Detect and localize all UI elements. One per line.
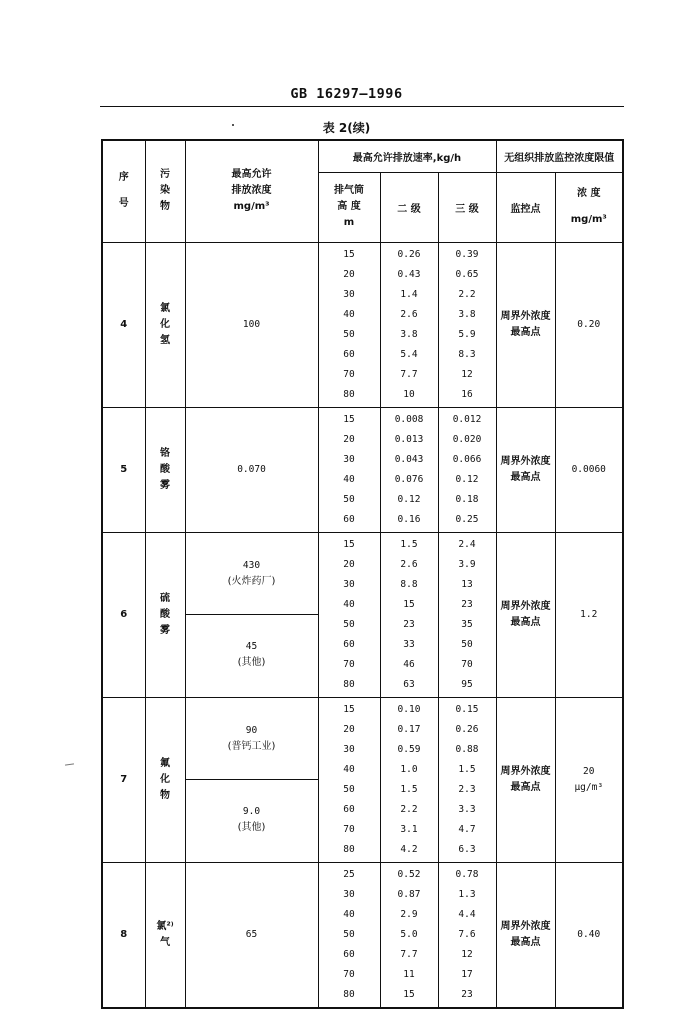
stack-heights: 15 20 30 40 50 60 70 80 (318, 532, 380, 697)
monitor-point: 周界外浓度 最高点 (496, 697, 555, 862)
header-grade-3: 三 级 (438, 172, 496, 242)
grade-3-rates: 2.4 3.9 13 23 35 50 70 95 (438, 532, 496, 697)
monitor-point: 周界外浓度 最高点 (496, 407, 555, 532)
pollutant-name: 铬 酸 雾 (145, 407, 185, 532)
table-caption: 表 2(续) (322, 121, 371, 135)
pollutant-block (102, 532, 623, 697)
pollutant-name: 硫 酸 雾 (145, 532, 185, 697)
scan-mark (65, 763, 74, 765)
limit-sub-cell: 45 (其他) (237, 641, 266, 668)
grade-3-rates: 0.012 0.020 0.066 0.12 0.18 0.25 (438, 407, 496, 532)
header-rate-group: 最高允许排放速率,kg/h (318, 140, 496, 172)
header-monitor-point: 监控点 (496, 172, 555, 242)
row-number: 6 (102, 532, 145, 697)
max-concentration: 65 (185, 862, 318, 1008)
max-concentration (185, 697, 318, 862)
max-concentration: 100 (185, 242, 318, 407)
grade-3-rates: 0.78 1.3 4.4 7.6 12 17 23 (438, 862, 496, 1008)
emission-limits-table (101, 139, 624, 1009)
pollutant-block (102, 862, 623, 1008)
concentration-limit: 0.20 (555, 242, 623, 407)
limit-sub-cell: 430 (火炸药厂) (186, 534, 318, 615)
concentration-limit: 20 μg/m³ (555, 697, 623, 862)
monitor-point: 周界外浓度 最高点 (496, 862, 555, 1008)
header-unorganized-group: 无组织排放监控浓度限值 (496, 140, 623, 172)
max-concentration: 0.070 (185, 407, 318, 532)
concentration-limit: 0.40 (555, 862, 623, 1008)
limit-sub-cell: 90 (普钙工业) (186, 699, 318, 780)
grade-2-rates: 0.52 0.87 2.9 5.0 7.7 11 15 (380, 862, 438, 1008)
grade-3-rates: 0.39 0.65 2.2 3.8 5.9 8.3 12 16 (438, 242, 496, 407)
grade-2-rates: 0.10 0.17 0.59 1.0 1.5 2.2 3.1 4.2 (380, 697, 438, 862)
concentration-limit: 1.2 (555, 532, 623, 697)
grade-3-rates: 0.15 0.26 0.88 1.5 2.3 3.3 4.7 6.3 (438, 697, 496, 862)
monitor-point: 周界外浓度 最高点 (496, 242, 555, 407)
row-number: 8 (102, 862, 145, 1008)
header-concentration: 浓 度 mg/m³ (555, 172, 623, 242)
stack-heights: 15 20 30 40 50 60 (318, 407, 380, 532)
concentration-limit: 0.0060 (555, 407, 623, 532)
pollutant-name: 氯 化 氢 (145, 242, 185, 407)
pollutant-name: 氯²⁾ 气 (145, 862, 185, 1008)
row-number: 4 (102, 242, 145, 407)
header-grade-2: 二 级 (380, 172, 438, 242)
max-concentration (185, 532, 318, 697)
pollutant-name: 氟 化 物 (145, 697, 185, 862)
pollutant-block (102, 242, 623, 407)
header-no: 序 号 (102, 140, 145, 242)
row-number: 7 (102, 697, 145, 862)
header-rule (100, 106, 624, 107)
pollutant-block (102, 697, 623, 862)
header-stack-height: 排气筒 高 度 m (318, 172, 380, 242)
pollutant-block (102, 407, 623, 532)
header-pollutant: 污 染 物 (145, 140, 185, 242)
row-number: 5 (102, 407, 145, 532)
monitor-point: 周界外浓度 最高点 (496, 532, 555, 697)
grade-2-rates: 0.008 0.013 0.043 0.076 0.12 0.16 (380, 407, 438, 532)
header-max-concentration: 最高允许 排放浓度 mg/m³ (185, 140, 318, 242)
limit-sub-cell: 9.0 (其他) (237, 806, 266, 833)
stack-heights: 15 20 30 40 50 60 70 80 (318, 697, 380, 862)
grade-2-rates: 1.5 2.6 8.8 15 23 33 46 63 (380, 532, 438, 697)
scan-speck (232, 124, 234, 126)
grade-2-rates: 0.26 0.43 1.4 2.6 3.8 5.4 7.7 10 (380, 242, 438, 407)
stack-heights: 15 20 30 40 50 60 70 80 (318, 242, 380, 407)
stack-heights: 25 30 40 50 60 70 80 (318, 862, 380, 1008)
standard-header: GB 16297—1996 (290, 86, 403, 102)
